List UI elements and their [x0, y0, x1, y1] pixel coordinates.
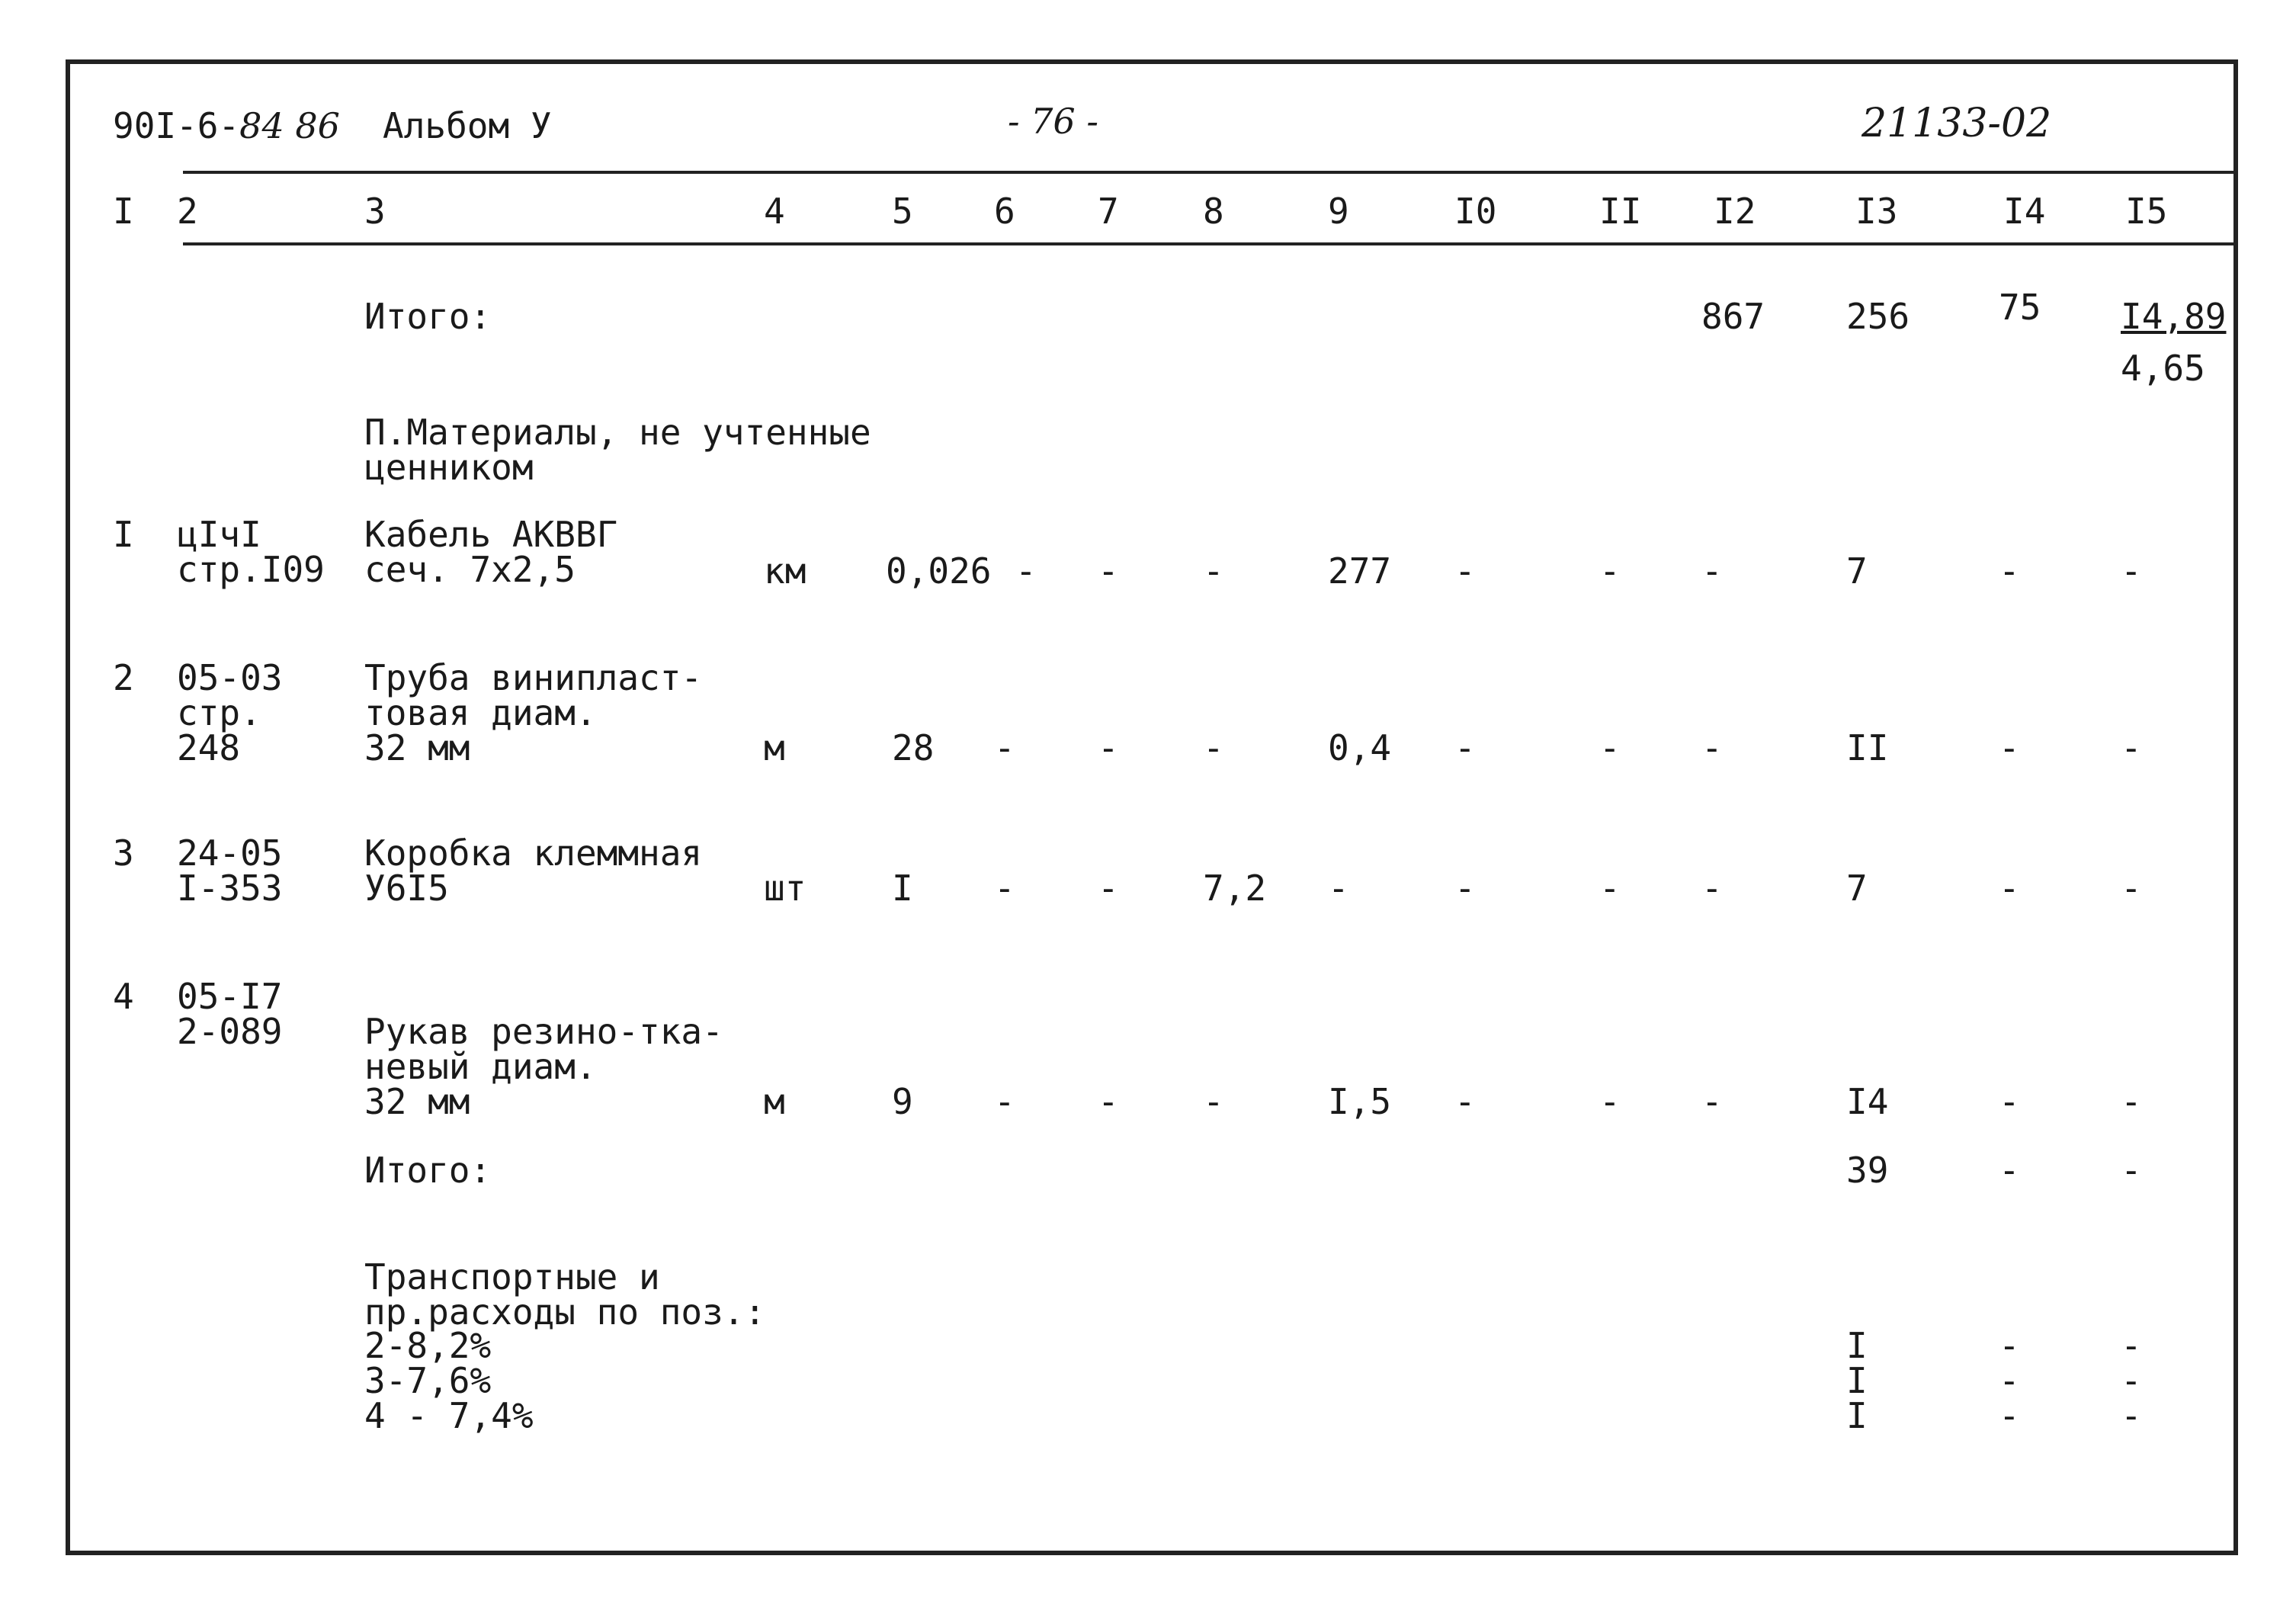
row-c7: -: [1098, 727, 1119, 768]
row-c11: -: [1599, 868, 1621, 909]
row-c6: -: [994, 727, 1015, 768]
row-c8: -: [1203, 550, 1224, 592]
total-bottom-c15: -: [2121, 1150, 2142, 1191]
row-code: 05-I7 2-089: [177, 976, 283, 1052]
col-num-10: I0: [1454, 191, 1497, 232]
col-num-6: 6: [994, 191, 1015, 232]
row-c11: -: [1599, 727, 1621, 768]
row-c13: I4: [1846, 1081, 1889, 1122]
col-num-2: 2: [177, 191, 198, 232]
document-sheet: [66, 59, 2238, 1555]
row-c5: 9: [892, 1081, 913, 1122]
row-c10: -: [1454, 868, 1476, 909]
row-c9: 0,4: [1328, 727, 1392, 768]
total-bottom-c14: -: [1999, 1150, 2020, 1191]
row-c6: -: [1015, 550, 1037, 592]
col-num-3: 3: [364, 191, 386, 232]
row-unit: м: [764, 727, 785, 768]
total-bottom-c13: 39: [1846, 1150, 1889, 1191]
transport-c14: -: [1999, 1395, 2020, 1436]
row-c15: -: [2121, 1081, 2142, 1122]
transport-line: 2-8,2%: [364, 1325, 492, 1366]
row-name: Коробка клеммная У6I5: [364, 832, 703, 909]
row-c9: -: [1328, 868, 1349, 909]
row-c5: 0,026: [886, 550, 992, 592]
transport-c14: -: [1999, 1360, 2020, 1401]
row-c15: -: [2121, 868, 2142, 909]
col-num-13: I3: [1855, 191, 1898, 232]
col-num-1: I: [113, 191, 134, 232]
row-c13: 7: [1846, 868, 1868, 909]
total-top-c14: 75: [1999, 287, 2041, 328]
row-number: 2: [113, 657, 134, 698]
section-title: П.Материалы, не учтенные ценником: [364, 412, 871, 488]
row-c5: I: [892, 868, 913, 909]
col-num-12: I2: [1714, 191, 1756, 232]
row-c11: -: [1599, 1081, 1621, 1122]
row-unit: км: [764, 550, 806, 592]
header-page-number: - 76 -: [1008, 101, 1098, 142]
row-c8: -: [1203, 1081, 1224, 1122]
row-c9: 277: [1328, 550, 1392, 592]
row-c8: -: [1203, 727, 1224, 768]
row-c15: -: [2121, 727, 2142, 768]
row-c15: -: [2121, 550, 2142, 592]
row-c12: -: [1701, 550, 1723, 592]
transport-c15: -: [2121, 1360, 2142, 1401]
header-doc-number: 21133-02: [1861, 101, 2052, 146]
transport-line: 4 - 7,4%: [364, 1395, 534, 1436]
transport-c14: -: [1999, 1325, 2020, 1366]
col-num-7: 7: [1098, 191, 1119, 232]
total-top-c15-bottom: 4,65: [2121, 348, 2205, 389]
row-code: 24-05 I-353: [177, 832, 283, 909]
row-c7: -: [1098, 1081, 1119, 1122]
header-album: Альбом У: [383, 105, 552, 146]
transport-label: Транспортные и пр.расходы по поз.:: [364, 1256, 766, 1333]
row-c11: -: [1599, 550, 1621, 592]
transport-c13: I: [1846, 1395, 1868, 1436]
transport-c15: -: [2121, 1325, 2142, 1366]
header-code-handwritten: 84 86: [239, 105, 340, 146]
row-name: Рукав резино-тка- невый диам. 32 мм: [364, 1011, 723, 1122]
total-top-c13: 256: [1846, 296, 1910, 337]
row-c7: -: [1098, 550, 1119, 592]
row-c6: -: [994, 868, 1015, 909]
transport-c15: -: [2121, 1395, 2142, 1436]
row-c10: -: [1454, 1081, 1476, 1122]
row-unit: шт: [764, 868, 806, 909]
row-code: цIчI стр.I09: [177, 514, 325, 590]
col-num-11: II: [1599, 191, 1642, 232]
row-c12: -: [1701, 727, 1723, 768]
col-num-15: I5: [2125, 191, 2168, 232]
col-num-4: 4: [764, 191, 785, 232]
row-number: I: [113, 514, 134, 555]
row-c13: 7: [1846, 550, 1868, 592]
transport-line: 3-7,6%: [364, 1360, 492, 1401]
row-name: Кабель АКВВГ сеч. 7х2,5: [364, 514, 618, 590]
row-c9: I,5: [1328, 1081, 1392, 1122]
col-num-5: 5: [892, 191, 913, 232]
row-c10: -: [1454, 550, 1476, 592]
row-c13: II: [1846, 727, 1889, 768]
header-rule: [183, 171, 2233, 174]
row-c6: -: [994, 1081, 1015, 1122]
row-name: Труба винипласт- товая диам. 32 мм: [364, 657, 703, 768]
row-code: 05-03 стр. 248: [177, 657, 283, 768]
row-number: 3: [113, 832, 134, 874]
row-c8: 7,2: [1203, 868, 1267, 909]
transport-c13: I: [1846, 1325, 1868, 1366]
col-num-14: I4: [2003, 191, 2046, 232]
row-c14: -: [1999, 1081, 2020, 1122]
row-c12: -: [1701, 1081, 1723, 1122]
row-c14: -: [1999, 550, 2020, 592]
row-unit: м: [764, 1081, 785, 1122]
header-code-prefix: 90I-6-: [113, 105, 240, 146]
header-code: [113, 105, 340, 146]
row-c7: -: [1098, 868, 1119, 909]
total-bottom-label: Итого:: [364, 1150, 492, 1191]
row-c10: -: [1454, 727, 1476, 768]
total-top-label: Итого:: [364, 296, 492, 337]
row-c5: 28: [892, 727, 935, 768]
row-c14: -: [1999, 727, 2020, 768]
column-header-rule: [183, 242, 2233, 245]
row-c14: -: [1999, 868, 2020, 909]
total-top-c15-top: I4,89: [2121, 296, 2227, 337]
col-num-8: 8: [1203, 191, 1224, 232]
row-number: 4: [113, 976, 134, 1017]
total-top-c12: 867: [1701, 296, 1765, 337]
transport-c13: I: [1846, 1360, 1868, 1401]
row-c12: -: [1701, 868, 1723, 909]
col-num-9: 9: [1328, 191, 1349, 232]
